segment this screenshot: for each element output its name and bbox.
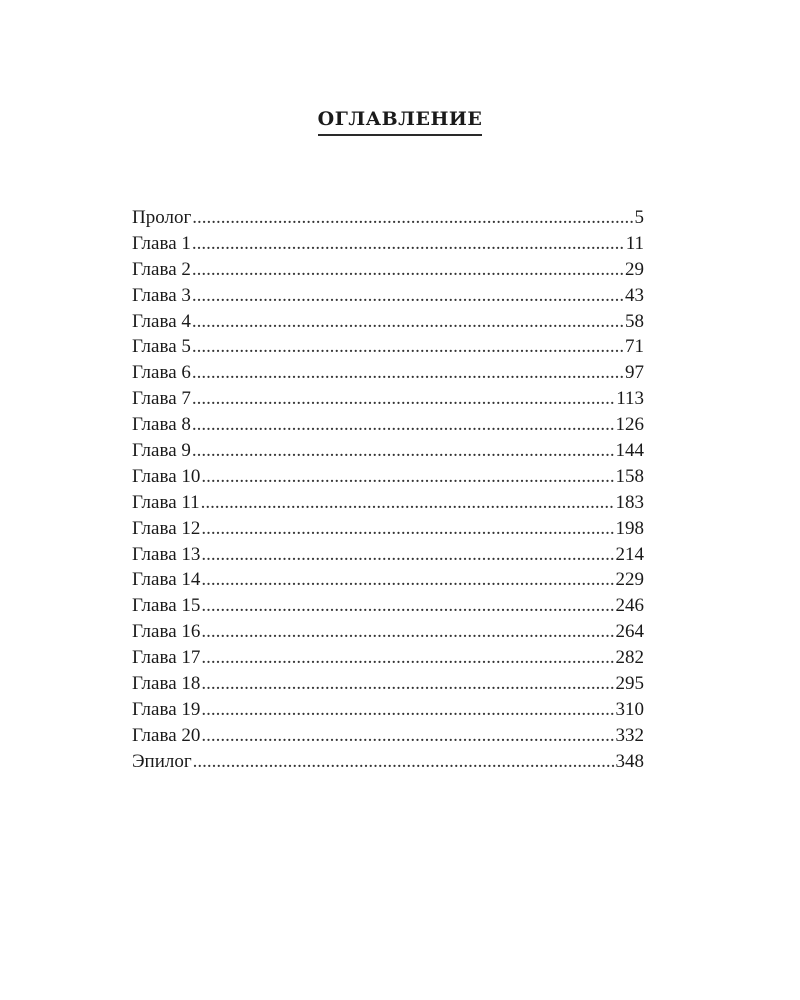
- toc-dot-leader: [201, 645, 614, 671]
- toc-dot-leader: [192, 412, 615, 438]
- toc-entry-page-number: 5: [634, 207, 644, 228]
- toc-entry[interactable]: [132, 542, 644, 568]
- toc-entry-page-number: 295: [615, 673, 644, 695]
- toc-dot-leader: [201, 567, 614, 593]
- toc-entry-label: Глава 17: [132, 647, 201, 669]
- toc-entry-page-number: 58: [625, 310, 644, 332]
- toc-entry[interactable]: [132, 490, 644, 516]
- toc-entry-page-number: 183: [615, 491, 644, 513]
- toc-entry-label: Глава 9: [132, 440, 191, 462]
- toc-entry-page-number: 214: [615, 543, 644, 565]
- toc-entry-page-number: 229: [615, 569, 644, 591]
- toc-entry[interactable]: [132, 205, 644, 231]
- toc-dot-leader: [201, 593, 614, 619]
- toc-dot-leader: [192, 257, 624, 283]
- page-title-container: [0, 108, 800, 136]
- toc-entry-page-number: 348: [615, 750, 644, 772]
- toc-entry-page-number: 113: [616, 388, 644, 410]
- toc-entry-page-number: 246: [615, 595, 644, 617]
- toc-entry[interactable]: [132, 360, 644, 386]
- toc-entry[interactable]: [132, 671, 644, 697]
- toc-entry[interactable]: [132, 749, 644, 775]
- toc-entry-page-number: 198: [615, 517, 644, 539]
- toc-entry-label: Глава 20: [132, 724, 201, 746]
- toc-entry-page-number: 97: [625, 362, 644, 384]
- toc-entry[interactable]: [132, 516, 644, 542]
- toc-dot-leader: [192, 309, 624, 335]
- page-title: ОГЛАВЛЕНИЕ: [318, 108, 483, 136]
- toc-dot-leader: [201, 516, 614, 542]
- toc-entry-label: Глава 15: [132, 595, 201, 617]
- toc-entry-label: Глава 8: [132, 414, 191, 436]
- toc-entry[interactable]: [132, 309, 644, 335]
- toc-entry-label: Глава 19: [132, 698, 201, 720]
- toc-entry-label: Глава 1: [132, 232, 191, 254]
- toc-entry-label: Эпилог: [132, 750, 192, 772]
- toc-entry[interactable]: [132, 231, 644, 257]
- toc-entry-page-number: 310: [615, 698, 644, 720]
- toc-entry-label: Глава 3: [132, 284, 191, 306]
- toc-entry-label: Глава 14: [132, 569, 201, 591]
- toc-dot-leader: [201, 490, 615, 516]
- toc-dot-leader: [192, 231, 625, 257]
- toc-dot-leader: [201, 671, 614, 697]
- toc-entry-label: Глава 10: [132, 465, 201, 487]
- toc-entry-label: Глава 11: [132, 491, 200, 513]
- toc-entry[interactable]: [132, 464, 644, 490]
- toc-entry[interactable]: [132, 567, 644, 593]
- toc-entry-label: Глава 5: [132, 336, 191, 358]
- toc-entry[interactable]: [132, 593, 644, 619]
- toc-entry[interactable]: [132, 619, 644, 645]
- toc-entry-page-number: 144: [615, 440, 644, 462]
- toc-entry-label: Глава 12: [132, 517, 201, 539]
- toc-entry-label: Глава 13: [132, 543, 201, 565]
- toc-entry-label: Глава 7: [132, 388, 191, 410]
- toc-entry-label: Глава 6: [132, 362, 191, 384]
- toc-dot-leader: [192, 360, 624, 386]
- toc-entry-page-number: 332: [615, 724, 644, 746]
- toc-dot-leader: [201, 619, 614, 645]
- table-of-contents: [132, 205, 644, 775]
- toc-dot-leader: [192, 283, 624, 309]
- toc-entry-page-number: 71: [625, 336, 644, 358]
- toc-entry[interactable]: [132, 283, 644, 309]
- toc-dot-leader: [192, 334, 624, 360]
- toc-dot-leader: [201, 697, 614, 723]
- toc-dot-leader: [201, 464, 614, 490]
- toc-entry[interactable]: [132, 697, 644, 723]
- toc-entry[interactable]: [132, 412, 644, 438]
- toc-entry[interactable]: [132, 723, 644, 749]
- toc-entry[interactable]: [132, 257, 644, 283]
- toc-dot-leader: [193, 749, 615, 775]
- toc-entry-page-number: 29: [625, 258, 644, 280]
- toc-dot-leader: [201, 723, 614, 749]
- toc-entry-label: Глава 18: [132, 673, 201, 695]
- toc-entry[interactable]: [132, 386, 644, 412]
- toc-entry[interactable]: [132, 645, 644, 671]
- toc-entry-label: Пролог: [132, 207, 192, 228]
- toc-entry-page-number: 126: [615, 414, 644, 436]
- toc-dot-leader: [192, 205, 633, 231]
- toc-entry-label: Глава 2: [132, 258, 191, 280]
- toc-entry-page-number: 11: [625, 232, 644, 254]
- toc-entry-label: Глава 4: [132, 310, 191, 332]
- toc-entry-page-number: 282: [615, 647, 644, 669]
- toc-entry-page-number: 264: [615, 621, 644, 643]
- toc-dot-leader: [201, 542, 614, 568]
- toc-dot-leader: [192, 386, 615, 412]
- toc-entry[interactable]: [132, 438, 644, 464]
- toc-entry-page-number: 158: [615, 465, 644, 487]
- toc-entry-label: Глава 16: [132, 621, 201, 643]
- toc-entry-page-number: 43: [625, 284, 644, 306]
- toc-dot-leader: [192, 438, 615, 464]
- toc-entry[interactable]: [132, 334, 644, 360]
